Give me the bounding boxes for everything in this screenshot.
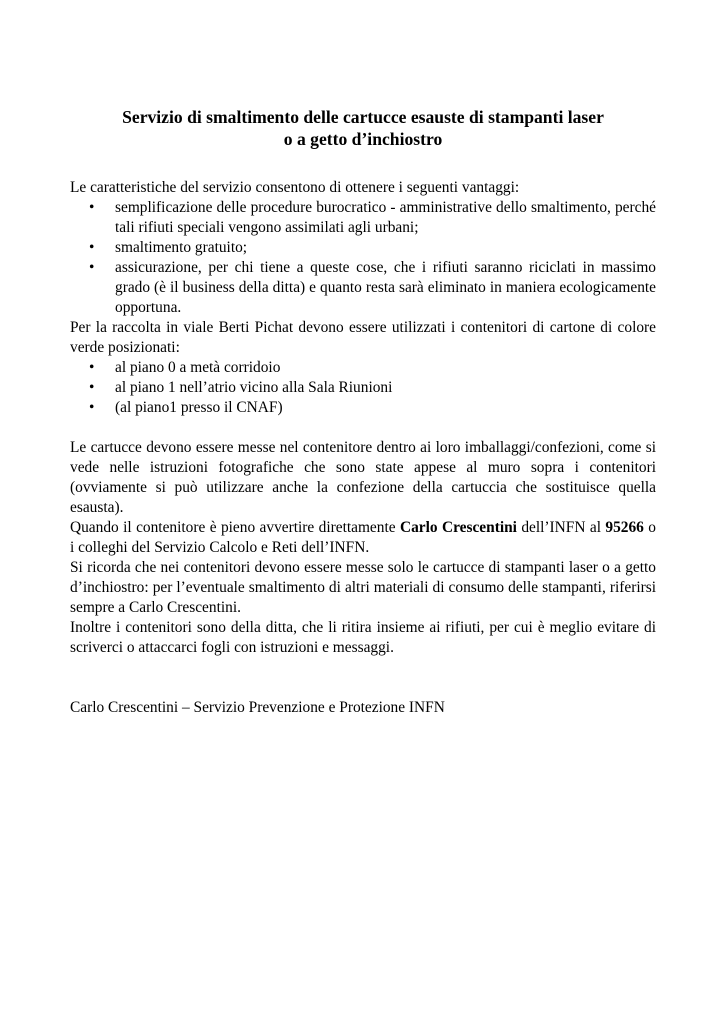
list-item-text: assicurazione, per chi tiene a queste cose, che i rifiuti saranno riciclati in massimo grado (è il business della ditta) e quanto resta sarà eliminato in maniera ecologicamente opportuna. — [115, 259, 656, 316]
list-item-text: al piano 0 a metà corridoio — [115, 359, 281, 376]
spacer — [70, 658, 656, 698]
list-item-text: al piano 1 nell’atrio vicino alla Sala Riunioni — [115, 379, 393, 396]
list-item — [70, 378, 656, 398]
list-item — [70, 398, 656, 418]
full-para-text-3: o i colleghi del Servizio Calcolo e Reti dell’INFN. — [70, 519, 656, 556]
intro-paragraph: Le caratteristiche del servizio consentono di ottenere i seguenti vantaggi: — [70, 179, 520, 196]
contact-phone: 95266 — [605, 519, 644, 536]
list-item — [70, 358, 656, 378]
bullet-icon: • — [89, 359, 95, 376]
list-item-text: smaltimento gratuito; — [115, 239, 248, 256]
document-body — [70, 106, 656, 718]
list-item — [70, 258, 656, 318]
bullet-icon: • — [89, 399, 95, 416]
containers-paragraph: Inoltre i contenitori sono della ditta, che li ritira insieme ai rifiuti, per cui è meglio evitare di scriverci o attaccarci fogli con istruzioni e messaggi. — [70, 619, 656, 656]
collection-paragraph: Per la raccolta in viale Berti Pichat devono essere utilizzati i contenitori di cartone di colore verde posizionati: — [70, 319, 656, 356]
advantages-list — [70, 198, 656, 318]
locations-list — [70, 358, 656, 418]
full-para-text-1: Quando il contenitore è pieno avvertire direttamente — [70, 519, 400, 536]
contact-name: Carlo Crescentini — [399, 519, 517, 536]
bullet-icon: • — [89, 379, 95, 396]
bullet-icon: • — [89, 239, 95, 256]
list-item — [70, 198, 656, 238]
title-line-1: Servizio di smaltimento delle cartucce esauste di stampanti laser — [122, 107, 604, 127]
bullet-icon: • — [89, 199, 95, 216]
title-line-2: o a getto d’inchiostro — [283, 129, 443, 149]
spacer — [70, 418, 656, 438]
list-item — [70, 238, 656, 258]
packaging-paragraph: Le cartucce devono essere messe nel contenitore dentro ai loro imballaggi/confezioni, come si vede nelle istruzioni fotografiche che sono state appese al muro sopra i contenitori (ovviamente si può utilizzare anche la confezione della cartuccia che sostituisce quella esausta). — [70, 439, 656, 516]
list-item-text: (al piano1 presso il CNAF) — [115, 399, 283, 416]
document-title — [70, 106, 656, 150]
full-container-paragraph — [70, 518, 656, 558]
list-item-text: semplificazione delle procedure burocratico - amministrative dello smaltimento, perché tali rifiuti speciali vengono assimilati agli urbani; — [115, 199, 656, 236]
full-para-text-2: dell’INFN al — [516, 519, 606, 536]
signature: Carlo Crescentini – Servizio Prevenzione e Protezione INFN — [70, 699, 445, 716]
bullet-icon: • — [89, 259, 95, 276]
reminder-paragraph: Si ricorda che nei contenitori devono essere messe solo le cartucce di stampanti laser o a getto d’inchiostro: per l’eventuale smaltimento di altri materiali di consumo delle stampanti, riferirsi sempre a Carlo Crescentini. — [70, 559, 656, 616]
